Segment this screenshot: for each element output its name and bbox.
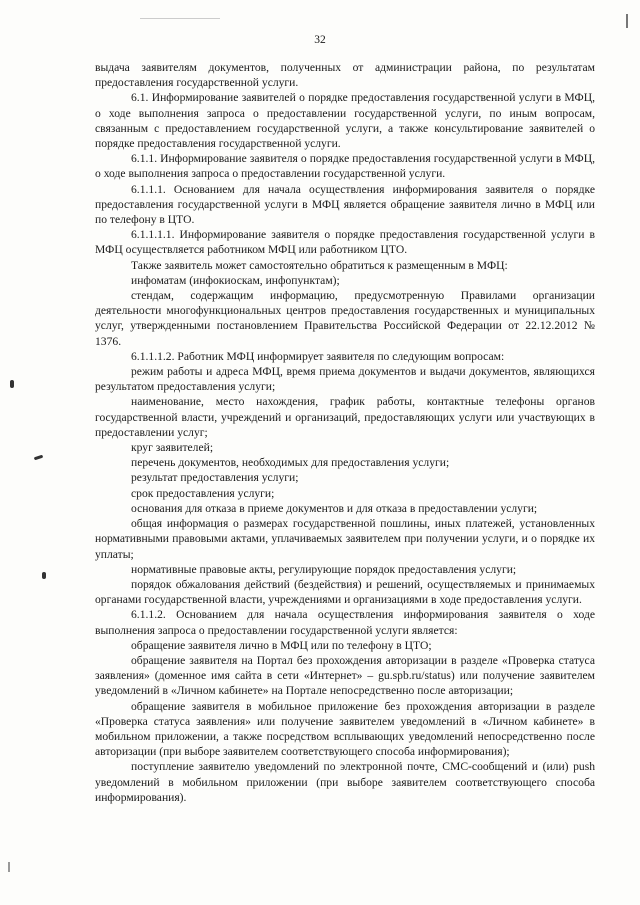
paragraph: обращение заявителя в мобильное приложение без прохождения авторизации в разделе «Проверка статуса заявления» или получение заявителем уведомлений в «Личном кабинете» в мобильном приложении, а также посредством всплывающих уведомлений непосредственно после авторизации (при выборе заявителем соответствующего способа информирования); [95,699,595,759]
paragraph: общая информация о размерах государственной пошлины, иных платежей, установленных нормативными правовыми актами, уплачиваемых заявителем при получении услуги, и о порядке их уплаты; [95,517,595,561]
page-number: 32 [314,34,326,46]
scan-artifact [10,380,14,388]
paragraph: перечень документов, необходимых для предоставления услуги; [131,456,450,470]
paragraph: основания для отказа в приеме документов и для отказа в предоставлении услуги; [131,501,538,515]
paragraph: порядок обжалования действий (бездействия) и решений, осуществляемых и принимаемых органами государственной власти, учреждениями и организациями в ходе предоставления услуги. [95,577,595,607]
paragraph: круг заявителей; [131,441,214,455]
paragraph: обращение заявителя на Портал без прохождения авторизации в разделе «Проверка статуса заявления» (доменное имя сайта в сети «Интернет» – gu.spb.ru/status) или получение заявителем уведомлений в «Личном кабинете» на Портале непосредственно после авторизации; [95,653,595,698]
scan-artifact [34,455,43,461]
paragraph: обращение заявителя лично в МФЦ или по телефону в ЦТО; [131,638,432,652]
paragraph: нормативные правовые акты, регулирующие порядок предоставления услуги; [131,562,517,576]
paragraph: 6.1. Информирование заявителей о порядке предоставления государственной услуги в МФЦ, о ходе выполнения запроса о предоставлении государственной услуги, по иным вопросам, связанным с предоставлением государственной услуги, а также консультирование заявителей о порядке предоставления государственной услуги. [95,91,595,151]
paragraph: выдача заявителям документов, полученных от администрации района, по результатам предоставления государственной услуги. [95,61,595,90]
scan-artifact [140,18,220,19]
paragraph: 6.1.1.1.1. Информирование заявителя о порядке предоставления государственной услуги в МФЦ осуществляется работником МФЦ или работником ЦТО. [95,228,595,257]
paragraph: режим работы и адреса МФЦ, время приема документов и выдачи документов, являющихся результатом предоставления услуги; [95,365,595,394]
paragraph: поступление заявителю уведомлений по электронной почте, СМС-сообщений и (или) push уведомлений в мобильном приложении (при выборе заявителем соответствующего способа информирования). [95,760,595,804]
paragraph: 6.1.1.2. Основанием для начала осуществления информирования заявителя о ходе выполнения запроса о предоставлении государственной услуги является: [95,608,595,637]
scan-artifact [626,14,628,28]
paragraph: Также заявитель может самостоятельно обратиться к размещенным в МФЦ: [131,258,508,272]
paragraph: срок предоставления услуги; [131,486,275,500]
paragraph: инфоматам (инфокиоскам, инфопунктам); [131,273,340,287]
scan-artifact [8,862,10,872]
paragraph: 6.1.1.1.2. Работник МФЦ информирует заявителя по следующим вопросам: [131,349,505,363]
paragraph: 6.1.1.1. Основанием для начала осуществления информирования заявителя о порядке предоставления государственной услуги в МФЦ является обращение заявителя лично в МФЦ или по телефону в ЦТО. [95,182,595,227]
paragraph: стендам, содержащим информацию, предусмотренную Правилами организации деятельности многофункциональных центров предоставления государственных и муниципальных услуг, утвержденными постановлением Правительства Российской Федерации от 22.12.2012 № 1376. [95,289,595,348]
paragraph: 6.1.1. Информирование заявителя о порядке предоставления государственной услуги в МФЦ, о ходе выполнения запроса о предоставлении государственной услуги. [95,152,595,181]
paragraph: наименование, место нахождения, график работы, контактные телефоны органов государственной власти, учреждений и организаций, предоставляющих услуги или участвующих в предоставлении услуг; [95,395,595,439]
scan-artifact [42,572,46,579]
document-body [95,60,595,805]
paragraph: результат предоставления услуги; [131,471,299,485]
